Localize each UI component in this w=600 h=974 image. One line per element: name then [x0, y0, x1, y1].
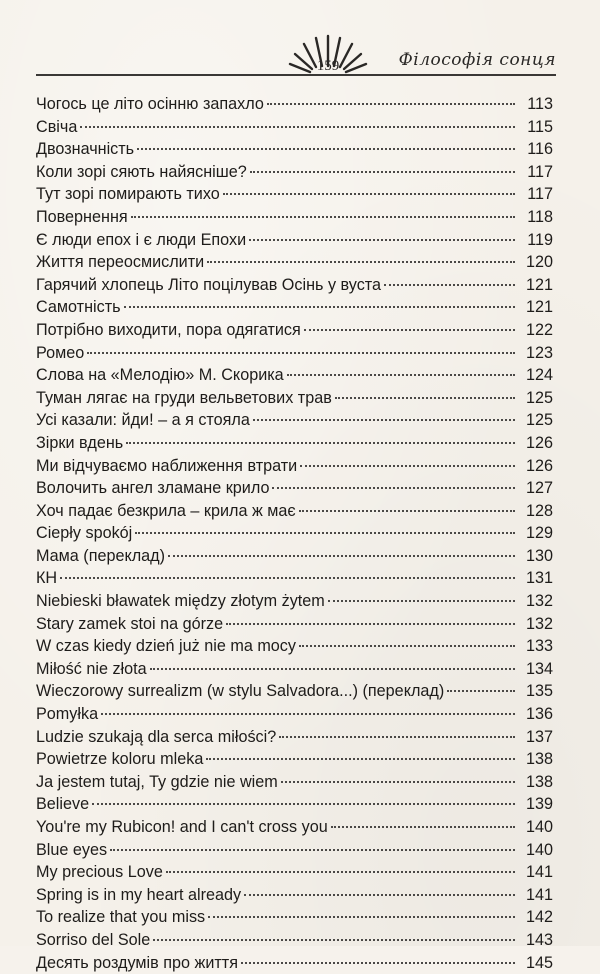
- toc-entry: [36, 274, 553, 297]
- toc-entry: [36, 161, 553, 184]
- toc-entry-page-number: 122: [525, 320, 553, 339]
- toc-entry-page-number: 145: [525, 953, 553, 972]
- toc-entry-title: W czas kiedy dzień już nie ma mocy: [36, 637, 296, 656]
- toc-entry-page-number: 118: [527, 207, 553, 226]
- dot-leader: [304, 329, 515, 331]
- toc-entry: [36, 319, 553, 342]
- toc-entry-title: Тут зорі помирають тихо: [36, 185, 220, 204]
- toc-entry: [36, 839, 553, 862]
- toc-entry-page-number: 127: [525, 479, 553, 498]
- dot-leader: [287, 374, 515, 376]
- toc-entry: [36, 703, 553, 726]
- dot-leader: [272, 487, 515, 489]
- running-title: Філософія сонця: [398, 50, 556, 70]
- dot-leader: [60, 577, 515, 579]
- dot-leader: [335, 397, 515, 399]
- toc-entry-title: Двозначність: [36, 140, 135, 159]
- dot-leader: [250, 171, 515, 173]
- toc-entry-page-number: 133: [525, 637, 553, 656]
- toc-entry-page-number: 130: [525, 546, 553, 565]
- toc-entry-title: Ja jestem tutaj, Ty gdzie nie wiem: [36, 772, 278, 791]
- toc-entry: [36, 251, 553, 274]
- toc-entry-page-number: 125: [525, 411, 553, 430]
- toc-entry-page-number: 140: [525, 840, 553, 859]
- toc-entry-title: Зірки вдень: [36, 433, 124, 452]
- toc-entry: [36, 206, 553, 229]
- toc-entry-title: Чогось це літо осінню запахло: [36, 95, 264, 113]
- toc-entry-page-number: 115: [527, 117, 553, 136]
- toc-entry-title: Туман лягає на груди вельветових трав: [36, 388, 332, 407]
- dot-leader: [150, 668, 515, 670]
- toc-entry-page-number: 113: [527, 95, 553, 113]
- toc-entry-page-number: 135: [525, 682, 553, 701]
- toc-entry: [36, 884, 553, 907]
- toc-entry: [36, 296, 553, 319]
- toc-entry-title: Niebieski bławatek między złotym żytem: [36, 592, 325, 611]
- toc-entry-title: Життя переосмислити: [36, 253, 205, 272]
- toc-entry-title: Десять роздумів про життя: [36, 953, 238, 972]
- toc-entry: [36, 590, 553, 613]
- toc-entry: [36, 816, 553, 839]
- dot-leader: [208, 916, 515, 918]
- toc-entry: [36, 500, 553, 523]
- toc-entry: [36, 861, 553, 884]
- toc-entry-title: Pomyłka: [36, 705, 99, 724]
- page-header: [36, 10, 556, 76]
- dot-leader: [300, 465, 515, 467]
- toc-entry-page-number: 129: [525, 524, 553, 543]
- dot-leader: [241, 962, 515, 964]
- toc-entry: [36, 771, 553, 794]
- dot-leader: [223, 193, 515, 195]
- page-number: 159: [316, 58, 340, 74]
- toc-entry: [36, 545, 553, 568]
- dot-leader: [299, 645, 515, 647]
- toc-entry-title: Ми відчуваємо наближення втрати: [36, 456, 298, 475]
- toc-entry-title: Sorriso del Sole: [36, 930, 151, 949]
- toc-entry-page-number: 131: [525, 569, 553, 588]
- toc-entry-page-number: 121: [525, 298, 553, 317]
- toc-entry-page-number: 142: [525, 908, 553, 927]
- toc-entry-title: To realize that you miss: [36, 908, 206, 927]
- toc-entry-title: КН: [36, 569, 58, 588]
- toc-entry: [36, 748, 553, 771]
- header-rule: [36, 74, 556, 76]
- toc-entry: [36, 116, 553, 139]
- toc-entry-title: Powietrze koloru mleka: [36, 750, 204, 769]
- dot-leader: [153, 939, 515, 941]
- dot-leader: [299, 510, 515, 512]
- toc-entry: [36, 613, 553, 636]
- toc-entry-page-number: 119: [527, 230, 553, 249]
- toc-entry-page-number: 128: [525, 501, 553, 520]
- toc-entry: [36, 477, 553, 500]
- toc-entry-title: Believe: [36, 795, 90, 814]
- toc-entry-page-number: 117: [527, 185, 553, 204]
- dot-leader: [131, 216, 515, 218]
- toc-entry: [36, 522, 553, 545]
- toc-entry: [36, 364, 553, 387]
- toc-entry: [36, 432, 553, 455]
- toc-entry-page-number: 125: [525, 388, 553, 407]
- toc-entry-title: Spring is in my heart already: [36, 885, 242, 904]
- toc-entry-title: Слова на «Мелодію» М. Скорика: [36, 366, 284, 385]
- toc-entry-page-number: 139: [525, 795, 553, 814]
- dot-leader: [166, 871, 515, 873]
- toc-entry-page-number: 116: [527, 140, 553, 159]
- toc-entry-page-number: 138: [525, 772, 553, 791]
- toc-entry: [36, 635, 553, 658]
- toc-entry-page-number: 141: [525, 863, 553, 882]
- toc-entry: [36, 387, 553, 410]
- dot-leader: [87, 352, 515, 354]
- toc-entry-title: My precious Love: [36, 863, 163, 882]
- toc-entry-page-number: 143: [525, 930, 553, 949]
- table-of-contents: [36, 93, 553, 974]
- dot-leader: [92, 803, 515, 805]
- dot-leader: [249, 239, 515, 241]
- toc-entry-page-number: 137: [525, 727, 553, 746]
- dot-leader: [253, 419, 515, 421]
- dot-leader: [206, 758, 515, 760]
- dot-leader: [384, 284, 515, 286]
- toc-entry-page-number: 138: [525, 750, 553, 769]
- dot-leader: [110, 849, 515, 851]
- toc-entry: [36, 342, 553, 365]
- toc-entry-title: Самотність: [36, 298, 121, 317]
- toc-entry: [36, 229, 553, 252]
- toc-entry-title: Усі казали: йди! – а я стояла: [36, 411, 250, 430]
- dot-leader: [126, 442, 515, 444]
- toc-entry: [36, 658, 553, 681]
- dot-leader: [267, 103, 515, 105]
- toc-entry-page-number: 123: [525, 343, 553, 362]
- toc-entry-title: Є люди епох і є люди Епохи: [36, 230, 247, 249]
- toc-entry-page-number: 120: [525, 253, 553, 272]
- toc-entry-title: Stary zamek stoi na górze: [36, 614, 224, 633]
- dot-leader: [328, 600, 515, 602]
- toc-entry: [36, 409, 553, 432]
- toc-entry-page-number: 124: [525, 366, 553, 385]
- toc-entry-page-number: 126: [525, 456, 553, 475]
- toc-entry-title: Коли зорі сяють найясніше?: [36, 162, 247, 181]
- toc-entry: [36, 793, 553, 816]
- toc-entry: [36, 929, 553, 952]
- toc-entry: [36, 726, 553, 749]
- dot-leader: [135, 532, 515, 534]
- toc-entry-title: Гарячий хлопець Літо поцілував Осінь у вуста: [36, 275, 382, 294]
- dot-leader: [137, 148, 515, 150]
- dot-leader: [124, 306, 515, 308]
- toc-entry: [36, 93, 553, 116]
- dot-leader: [207, 261, 515, 263]
- dot-leader: [101, 713, 515, 715]
- dot-leader: [331, 826, 515, 828]
- toc-entry-page-number: 132: [525, 614, 553, 633]
- toc-entry-page-number: 126: [525, 433, 553, 452]
- toc-entry-page-number: 132: [525, 592, 553, 611]
- toc-entry-title: Ciepły spokój: [36, 524, 133, 543]
- toc-entry: [36, 138, 553, 161]
- dot-leader: [447, 690, 515, 692]
- dot-leader: [168, 555, 515, 557]
- toc-entry-title: Wieczorowy surrealizm (w stylu Salvadora...) (переклад): [36, 682, 445, 701]
- toc-entry-title: You're my Rubicon! and I can't cross you: [36, 818, 328, 836]
- toc-entry-page-number: 136: [525, 705, 553, 724]
- toc-entry: [36, 567, 553, 590]
- toc-entry-title: Ludzie szukają dla serca miłości?: [36, 727, 277, 746]
- toc-entry: [36, 906, 553, 929]
- toc-entry-page-number: 117: [527, 162, 553, 181]
- toc-entry-title: Мама (переклад): [36, 546, 166, 565]
- toc-entry-page-number: 121: [525, 275, 553, 294]
- toc-entry-page-number: 141: [525, 885, 553, 904]
- toc-entry-page-number: 134: [525, 659, 553, 678]
- toc-entry: [36, 680, 553, 703]
- toc-entry: [36, 183, 553, 206]
- toc-entry-title: Волочить ангел зламане крило: [36, 479, 270, 498]
- dot-leader: [279, 736, 515, 738]
- toc-entry-title: Хоч падає безкрила – крила ж має: [36, 501, 296, 520]
- toc-entry-title: Повернення: [36, 207, 128, 226]
- dot-leader: [281, 781, 515, 783]
- toc-entry-title: Свіча: [36, 117, 78, 136]
- dot-leader: [244, 894, 515, 896]
- toc-entry-title: Ромео: [36, 343, 85, 362]
- toc-entry-title: Miłość nie złota: [36, 659, 147, 678]
- dot-leader: [80, 126, 515, 128]
- toc-entry: [36, 455, 553, 478]
- toc-entry: [36, 952, 553, 974]
- toc-entry-page-number: 140: [525, 818, 553, 836]
- toc-entry-title: Потрібно виходити, пора одягатися: [36, 320, 301, 339]
- dot-leader: [226, 623, 515, 625]
- toc-entry-title: Blue eyes: [36, 840, 108, 859]
